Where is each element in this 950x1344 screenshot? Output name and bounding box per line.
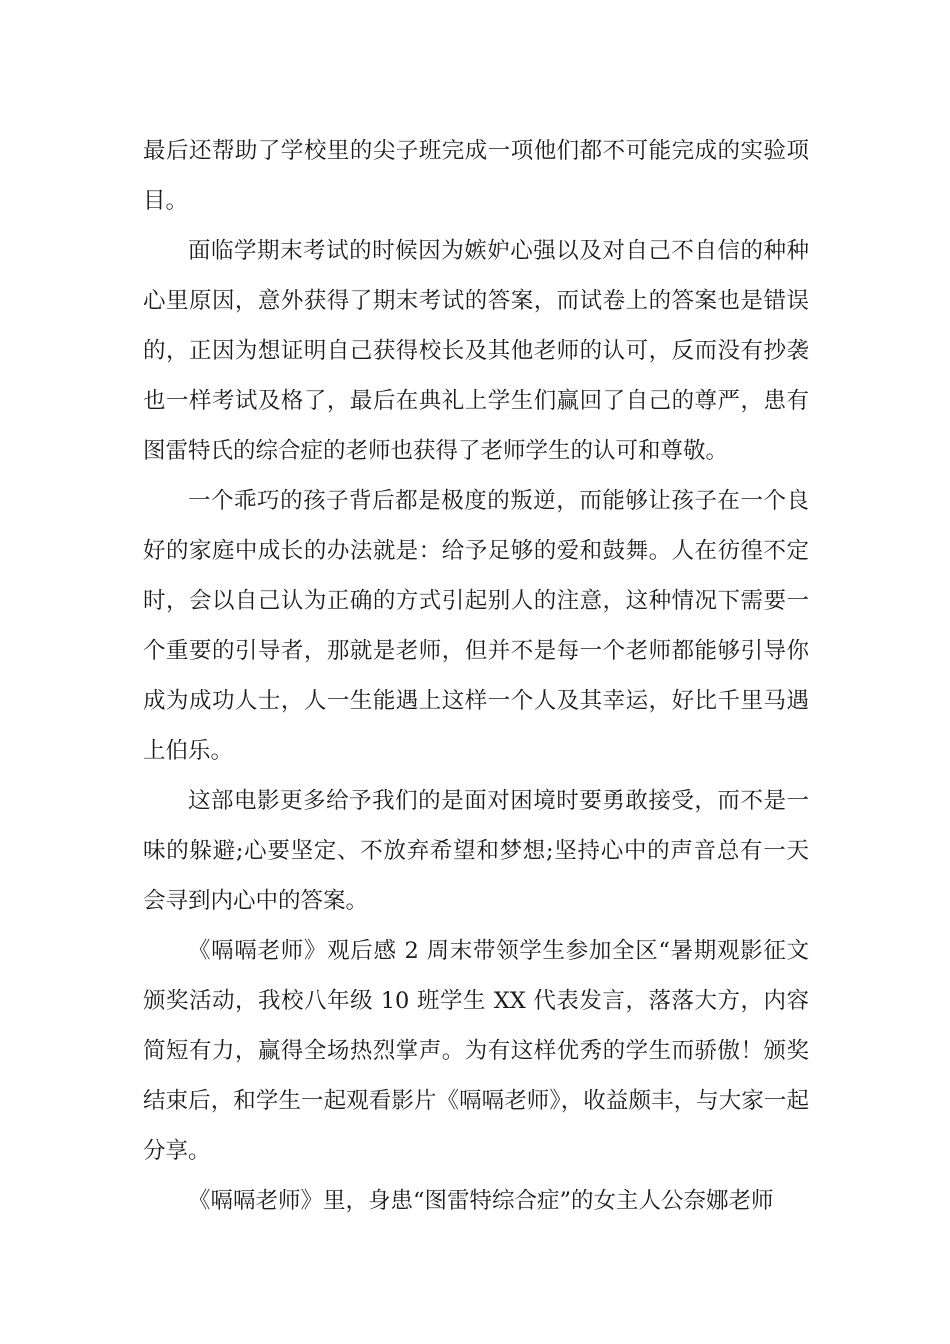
document-body	[143, 126, 809, 1226]
paragraph-exam: 面临学期末考试的时候因为嫉妒心强以及对自己不自信的种种心里原因，意外获得了期末考试的答案，而试卷上的答案也是错误的，正因为想证明自己获得校长及其他老师的认可，反而没有抄袭也一样考试及格了，最后在典礼上学生们赢回了自己的尊严，患有图雷特氏的综合症的老师也获得了老师学生的认可和尊敬。	[143, 238, 809, 464]
paragraph-courage: 这部电影更多给予我们的是面对困境时要勇敢接受，而不是一味的躲避;心要坚定、不放弃希望和梦想;坚持心中的声音总有一天会寻到内心中的答案。	[143, 788, 809, 914]
paragraph-protagonist: 《嗝嗝老师》里，身患“图雷特综合症”的女主人公奈娜老师	[188, 1188, 774, 1214]
paragraph-continuation: 最后还帮助了学校里的尖子班完成一项他们都不可能完成的实验项目。	[143, 138, 809, 214]
paragraph-review-2: 《嗝嗝老师》观后感 2 周末带领学生参加全区“暑期观影征文颁奖活动，我校八年级 10 班学生 XX 代表发言，落落大方，内容简短有力，赢得全场热烈掌声。为有这样优秀的学生而骄傲！颁奖结束后，和学生一起观看影片《嗝嗝老师》，收益颇丰，与大家一起分享。	[143, 938, 809, 1164]
paragraph-guidance: 一个乖巧的孩子背后都是极度的叛逆，而能够让孩子在一个良好的家庭中成长的办法就是：给予足够的爱和鼓舞。人在彷徨不定时，会以自己认为正确的方式引起别人的注意，这种情况下需要一个重要的引导者，那就是老师，但并不是每一个老师都能够引导你成为成功人士，人一生能遇上这样一个人及其幸运，好比千里马遇上伯乐。	[143, 488, 809, 764]
